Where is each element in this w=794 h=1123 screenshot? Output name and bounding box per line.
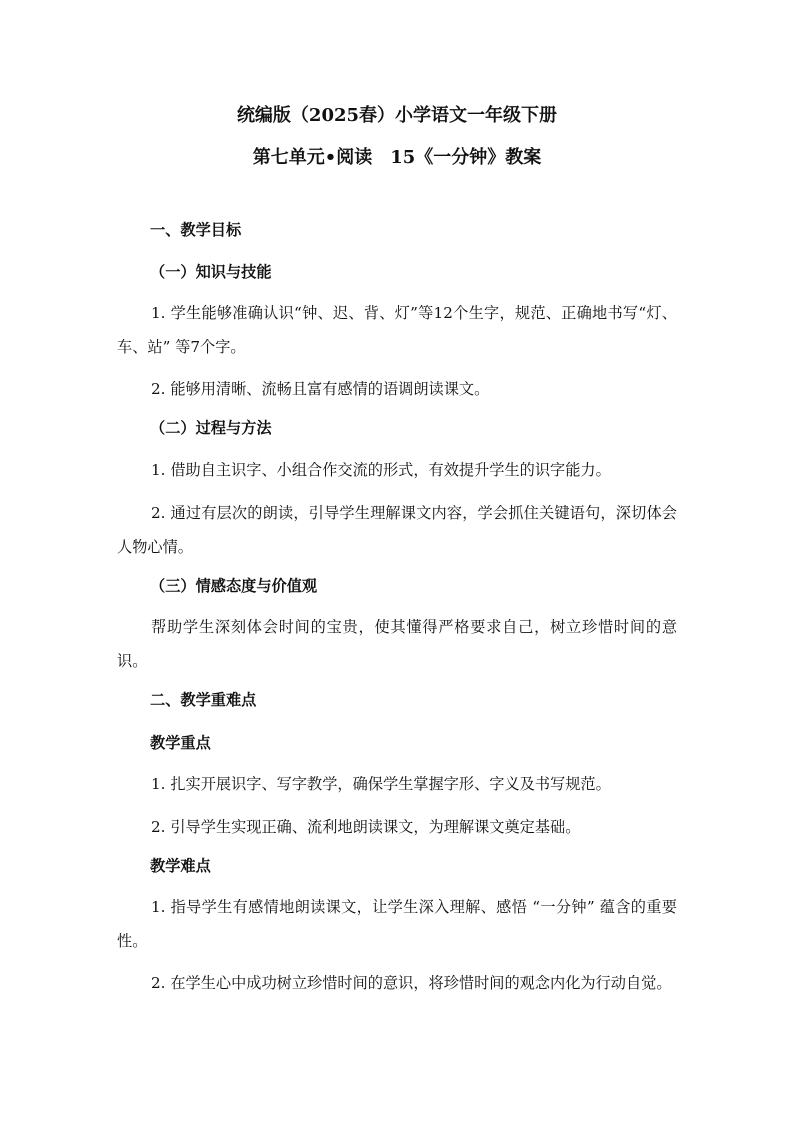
- paragraph-difficult-1: 1. 指导学生有感情地朗读课文，让学生深入理解、感悟 “一分钟” 蕴含的重要性。: [117, 898, 677, 950]
- paragraph-emotion-1: 帮助学生深刻体会时间的宝贵，使其懂得严格要求自己，树立珍惜时间的意识。: [117, 618, 677, 670]
- document-title-line2: 第七单元•阅读 15《一分钟》教案: [252, 147, 542, 168]
- paragraph-key-2: 2. 引导学生实现正确、流利地朗读课文，为理解课文奠定基础。: [151, 818, 581, 836]
- subheading-process-methods: （二）过程与方法: [150, 419, 272, 437]
- paragraph-process-2: 2. 通过有层次的朗读，引导学生理解课文内容，学会抓住关键语句，深切体会人物心情。: [117, 504, 677, 556]
- paragraph-process-1: 1. 借助自主识字、小组合作交流的形式，有效提升学生的识字能力。: [151, 461, 611, 479]
- section-heading-objectives: 一、教学目标: [150, 221, 242, 239]
- paragraph-key-1: 1. 扎实开展识字、写字教学，确保学生掌握字形、字义及书写规范。: [151, 775, 611, 793]
- subheading-knowledge-skills: （一）知识与技能: [150, 263, 272, 281]
- subheading-key-points: 教学重点: [150, 734, 211, 752]
- subheading-emotion-values: （三）情感态度与价值观: [150, 577, 318, 595]
- paragraph-knowledge-1: 1. 学生能够准确认识“钟、迟、背、灯”等12个生字，规范、正确地书写“灯、车、站” 等7个字。: [117, 304, 677, 356]
- paragraph-difficult-2: 2. 在学生心中成功树立珍惜时间的意识，将珍惜时间的观念内化为行动自觉。: [151, 974, 672, 992]
- document-title-line1: 统编版（2025春）小学语文一年级下册: [236, 105, 558, 126]
- section-heading-key-difficult: 二、教学重难点: [150, 691, 257, 709]
- subheading-difficult-points: 教学难点: [150, 857, 211, 875]
- paragraph-knowledge-2: 2. 能够用清晰、流畅且富有感情的语调朗读课文。: [151, 380, 490, 398]
